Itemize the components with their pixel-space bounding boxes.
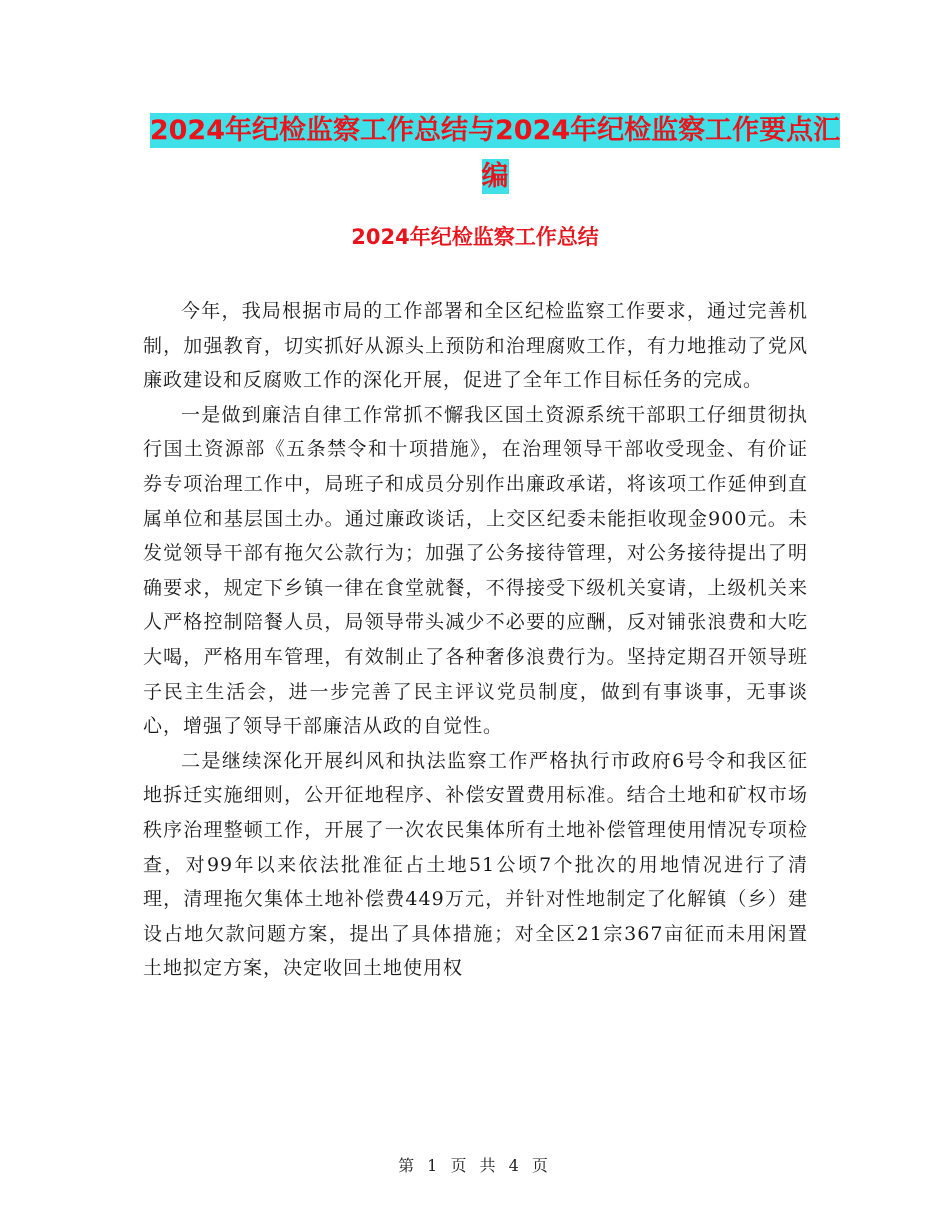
paragraph-point-one: 一是做到廉洁自律工作常抓不懈我区国土资源系统干部职工仔细贯彻执行国土资源部《五条禁令和十项措施》，在治理领导干部收受现金、有价证券专项治理工作中，局班子和成员分别作出廉政承诺，将该项工作延伸到直属单位和基层国土办。通过廉政谈话，上交区纪委未能拒收现金900元。未发觉领导干部有拖欠公款行为；加强了公务接待管理，对公务接待提出了明确要求，规定下乡镇一律在食堂就餐，不得接受下级机关宴请，上级机关来人严格控制陪餐人员，局领导带头减少不必要的应酬，反对铺张浪费和大吃大喝，严格用车管理，有效制止了各种奢侈浪费行为。坚持定期召开领导班子民主生活会，进一步完善了民主评议党员制度，做到有事谈事，无事谈心，增强了领导干部廉洁从政的自觉性。 [143,403,808,738]
document-title-text: 2024年纪检监察工作总结与2024年纪检监察工作要点汇编 [149,115,841,192]
section-title: 2024年纪检监察工作总结 [351,225,599,249]
document-body [143,294,808,986]
paragraph-intro: 今年，我局根据市局的工作部署和全区纪检监察工作要求，通过完善机制，加强教育，切实抓好从源头上预防和治理腐败工作，有力地推动了党风廉政建设和反腐败工作的深化开展，促进了全年工作目标任务的完成。 [143,300,808,392]
paragraph-point-two: 二是继续深化开展纠风和执法监察工作严格执行市政府6号令和我区征地拆迁实施细则，公开征地程序、补偿安置费用标准。结合土地和矿权市场秩序治理整顿工作，开展了一次农民集体所有土地补偿管理使用情况专项检查，对99年以来依法批准征占土地51公顷7个批次的用地情况进行了清理，清理拖欠集体土地补偿费449万元，并针对性地制定了化解镇（乡）建设占地欠款问题方案，提出了具体措施；对全区21宗367亩征而未用闲置土地拟定方案，决定收回土地使用权 [143,749,808,980]
document-title [140,108,850,200]
page-number: 第 1 页 共 4 页 [398,1156,552,1175]
